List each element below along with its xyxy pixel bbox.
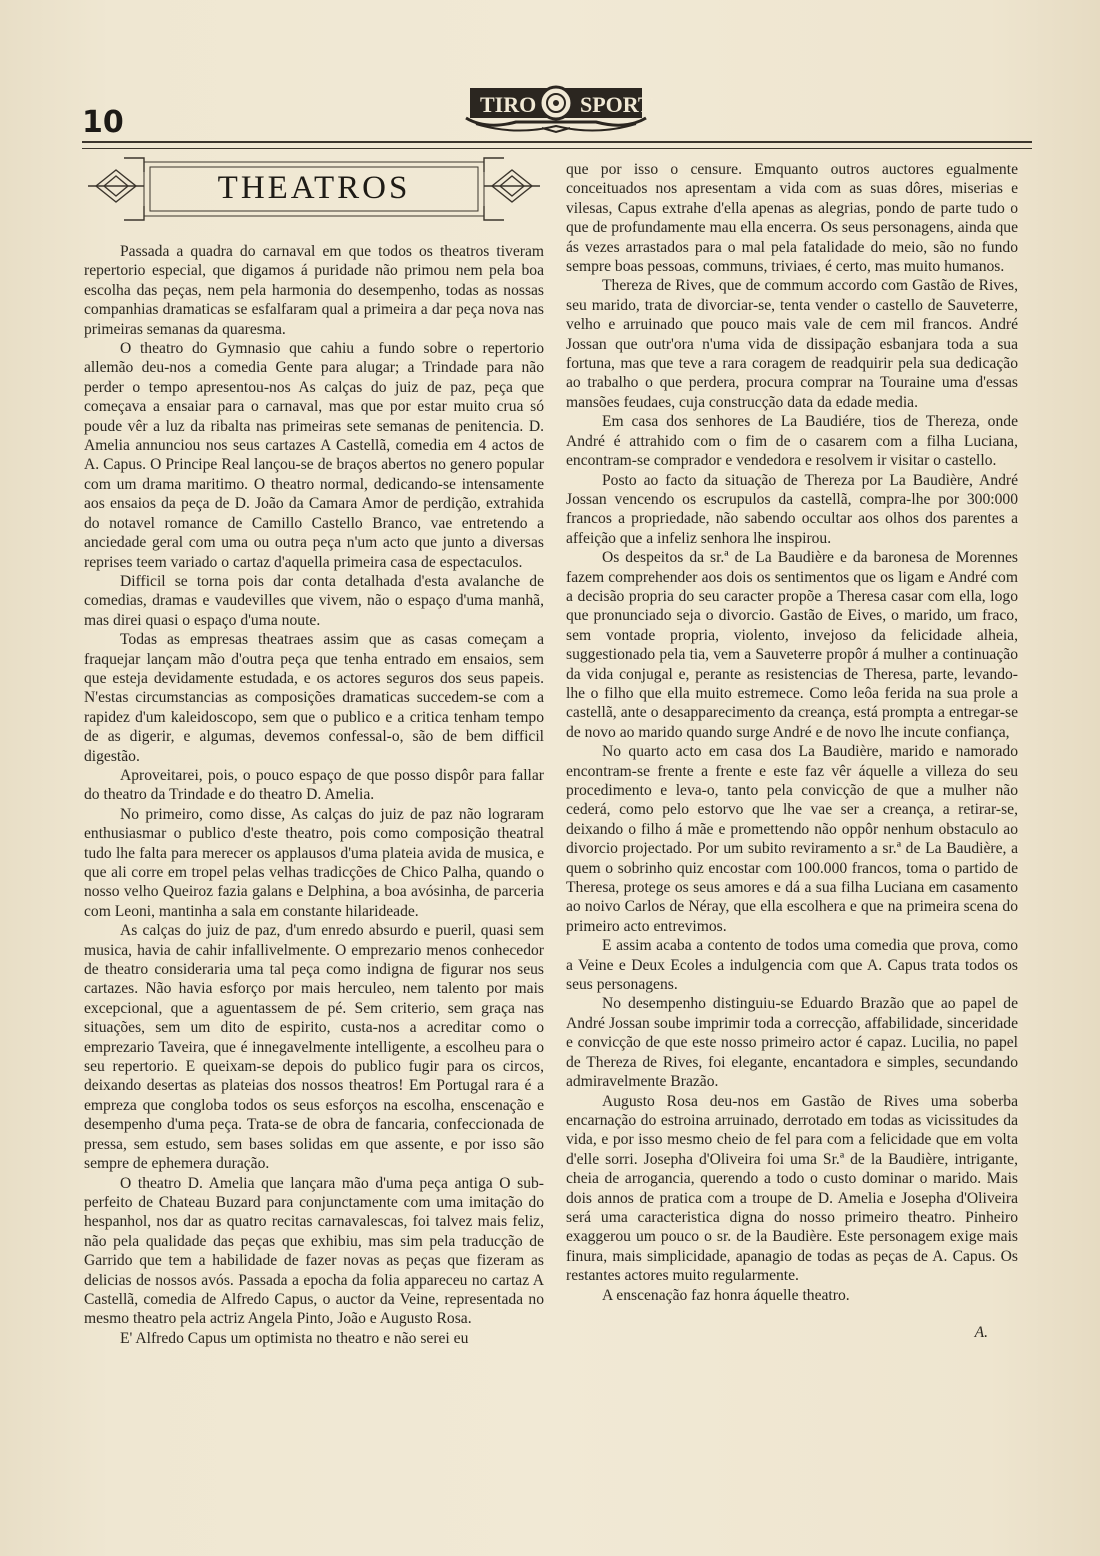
article-paragraph: Em casa dos senhores de La Baudiére, tios de Thereza, onde André é attrahido com o fim de o casarem com a filha Luciana, encontram-se comprador e vendedora e resolvem ir visitar o castello. <box>566 413 1018 470</box>
article-paragraph: No primeiro, como disse, As calças do juiz de paz não lograram enthusiasmar o publico d'este theatro, pois como composição theatral tudo lhe falta para merecer os applausos d'uma plateia avida de musica, e que ali corre em tropel pelas velhas tradicções de Chico Palha, quando o nosso velho Queiroz fazia galans e Delphina, a boa avósinha, de parceria com Leoni, mantinha a sala em constante hilarideade. <box>84 805 544 920</box>
author-signature: A. <box>974 1323 988 1341</box>
article-paragraph: Difficil se torna pois dar conta detalhada d'esta avalanche de comedias, dramas e vaudevilles que vivem, não o espaço d'uma manhã, mas direi quasi o espaço d'uma noute. <box>84 572 544 629</box>
tiro-sport-logo-icon <box>456 78 656 134</box>
article-paragraph: O theatro do Gymnasio que cahiu a fundo sobre o repertorio allemão deu-nos a comedia Gente para alugar; a Trindade para não perder o tempo apresentou-nos As calças do juiz de paz, peça que começava a ensaiar para o carnaval, mas que por estar muito crua só poude vêr a luz da ribalta nas primeiras sete semanas de penitencia. D. Amelia annunciou nos seus cartazes A Castellã, comedia em 4 actos de A. Capus. O Principe Real lançou-se de braços abertos no genero popular com um drama maritimo. O theatro normal, dedicando-se intensamente aos ensaios da peça de D. João da Camara Amor de perdição, extrahida do notavel romance de Camillo Castello Branco, vae entretendo a anciedade geral com uma ou outra peça n'um acto que junto a diversas reprises teem variado o cartaz d'aquella primeira casa de espectaculos. <box>84 340 544 571</box>
article-paragraph: A enscenação faz honra áquelle theatro. <box>602 1286 850 1304</box>
article-paragraph: Passada a quadra do carnaval em que todos os theatros tiveram repertorio especial, que digamos á puridade não primou nem pela boa escolha das peças, nem pela harmonia do desempenho, todas as nossas companhias dramaticas se esfalfaram qual a primeira a dar peça nova nas primeiras semanas da quaresma. <box>84 243 544 338</box>
article-paragraph: No quarto acto em casa dos La Baudière, marido e namorado encontram-se frente a frente e este faz vêr áquelle a villeza do seu procedimento e leva-o, tanto pela convicção de que a mulher não cederá, como pelo estorvo que lhe vae ser a creança, a retirar-se, deixando o filho á mãe e promettendo não oppôr nenhum obstaculo ao divorcio projectado. Por um subito reviramento a sr.ª de La Baudière, a quem o sobrinho quiz encostar com 100.000 francos, toma o partido de Theresa, protege os seus amores e dá a sua filha Luciana em casamento ao noivo Carlos de Néray, que ella escolhera e que na primeira scena do primeiro acto entrevimos. <box>566 743 1018 935</box>
masthead-logo <box>456 78 656 134</box>
article-paragraph: Augusto Rosa deu-nos em Gastão de Rives uma soberba encarnação do estroina arruinado, derrotado em todas as vicissitudes da vida, e por isso mesmo cheio de fel para com a felicidade que em volta d'elle sorri. Josepha d'Oliveira foi uma Sr.ª de la Baudière, intrigante, cheia de arrogancia, querendo a todo o custo dominar o marido. Mais dois annos de pratica com a troupe de D. Amelia e Josepha d'Oliveira será uma caracteristica digna do nosso primeiro theatro. Pinheiro exaggerou um pouco o sr. de la Baudière. Este personagem exige mais finura, mais simplicidade, apanagio de todas as peças de A. Capus. Os restantes actores muito regularmente. <box>566 1092 1018 1285</box>
section-header <box>84 156 544 234</box>
article-paragraph: E' Alfredo Capus um optimista no theatro e não serei eu <box>120 1329 469 1347</box>
article-paragraph: que por isso o censure. Emquanto outros auctores egualmente conceituados nos apresentam a vida com as suas dôres, miserias e vilesas, Capus extrahe d'ella apenas as alegrias, pondo de parte tudo o que de profundamente mau ella encerra. Os seus personagens, ainda que ás vezes arrastados para o mal pela fatalidade do meio, são no fundo sempre boas pessoas, communs, triviaes, é certo, mas muito humanos. <box>566 161 1018 276</box>
article-paragraph: O theatro D. Amelia que lançara mão d'uma peça antiga O sub-perfeito de Chateau Buzard para conjunctamente com uma imitação do hespanhol, nos dar as quatro recitas carnavalescas, foi talvez mais feliz, não pela qualidade das peças que exhibiu, mas sim pela traducção de Garrido que tem a habilidade de fazer novas as peças que fizeram as delicias de nossos avós. Passada a epocha da folia appareceu no cartaz A Castellã, comedia de Alfredo Capus, o auctor da Veine, representada no mesmo theatro pela actriz Angela Pinto, João e Augusto Rosa. <box>84 1174 544 1328</box>
article-paragraph: Os despeitos da sr.ª de La Baudière e da baronesa de Morennes fazem comprehender aos dois os sentimentos que os ligam e André com a decisão propria do seu caracter propõe a Theresa casar com ella, logo que pronunciado seja o divorcio. Gastão de Eives, o marido, um fraco, sem vontade propria, violento, invejoso da felicidade alheia, suggestionado pela tia, vem a Sauveterre propôr á mulher a continuação da vida conjugal e, perante as resistencias de Theresa, parte, levando-lhe o filho que ella muito estremece. Como leôa ferida na sua prole a castellã, ante o desapparecimento da creança, está prompta a entregar-se de novo ao marido quando surge André e de novo lhe incute confiança, <box>566 549 1018 741</box>
header-divider <box>82 141 1032 149</box>
article-paragraph: As calças do juiz de paz, d'um enredo absurdo e pueril, quasi sem musica, havia de cahir infallivelmente. O emprezario menos conhecedor de theatro consideraria uma tal peça como indigna de figurar nos seus cartazes. Não havia esforço por mais herculeo, nem talento por mais excepcional, que a aguentassem de pé. Sem criterio, sem graça nas situações, sem um dito de espirito, custa-nos a acreditar como o emprezario Taveira, que é innegavelmente intelligente, a escolheu para o seu repertorio. E queixam-se depois do publico fugir para os circos, deixando desertas as plateias dos nossos theatros! Em Portugal rara é a empreza que congloba todos os seus esforços na escolha, enscenação e desempenho d'uma peça. Trata-se de obra de fancaria, confeccionada de pressa, sem estudo, sem bases solidas em que assente, e por isso são sempre de ephemera duração. <box>84 922 544 1173</box>
article-paragraph: Aproveitarei, pois, o pouco espaço de que posso dispôr para fallar do theatro da Trindade e do theatro D. Amelia. <box>84 766 544 804</box>
article-paragraph: E assim acaba a contento de todos uma comedia que prova, como a Veine e Deux Ecoles a indulgencia com que A. Capus trata todos os seus personagens. <box>566 937 1018 994</box>
svg-text:SPORT: SPORT <box>580 92 653 117</box>
article-paragraph: Thereza de Rives, que de commum accordo com Gastão de Rives, seu marido, trata de divorciar-se, tenta vender o castello de Sauveterre, velho e arruinado que pouco mais vale de cem mil francos. André Jossan que outr'ora n'uma vida de dissipação esbanjara toda a sua fortuna, mas que teve a rara coragem de readquirir pela sua dedicação ao trabalho o que perdera, procura comprar na Touraine uma d'essas mansões feudaes, cuja construcção data da edade media. <box>566 277 1018 411</box>
right-column <box>566 160 1018 1342</box>
section-title: THEATROS <box>217 170 411 206</box>
page-number: 10 <box>82 105 124 140</box>
svg-text:TIRO: TIRO <box>480 92 537 117</box>
article-paragraph: No desempenho distinguiu-se Eduardo Brazão que ao papel de André Jossan soube imprimir toda a correcção, affabilidade, sinceridade e convicção de que este nosso primeiro actor é capaz. Lucilia, no papel de Thereza de Rives, foi elegante, encantadora e simples, secundando admiravelmente Brazão. <box>566 995 1018 1091</box>
article-paragraph: Posto ao facto da situação de Thereza por La Baudière, André Jossan vencendo os escrupulos da castellã, compra-lhe por 300:000 francos a propriedade, não sabendo occultar aos olhos dos parentes a affeição que a infeliz senhora lhe inspirou. <box>566 471 1018 547</box>
article-paragraph: Todas as empresas theatraes assim que as casas começam a fraquejar lançam mão d'outra peça que tenha entrado em ensaios, sem que esteja devidamente estudada, e os actores seguros dos seus papeis. N'estas circumstancias as composições dramaticas succedem-se com a rapidez d'um kaleidoscopo, sem que o publico e a critica tenham tempo de as digerir, e algumas, devemos confessal-o, são de bem difficil digestão. <box>84 631 544 765</box>
left-column <box>84 156 544 1348</box>
